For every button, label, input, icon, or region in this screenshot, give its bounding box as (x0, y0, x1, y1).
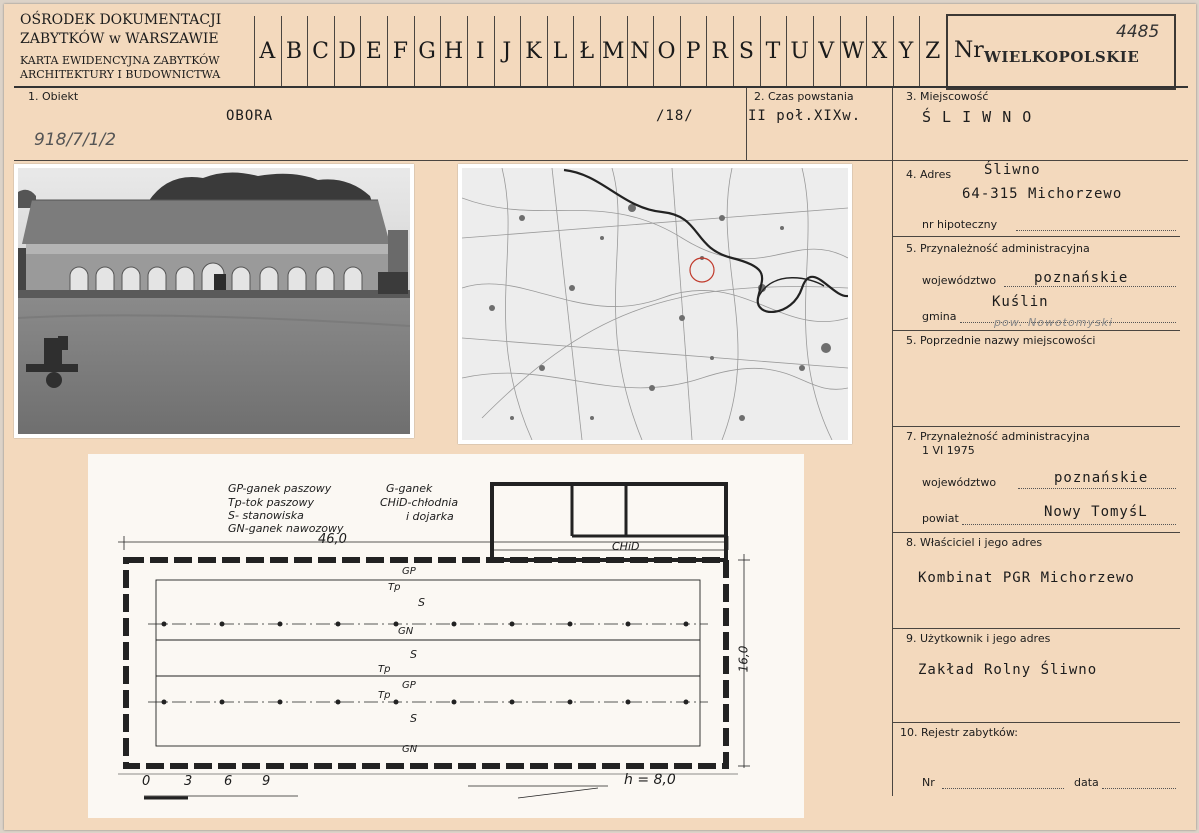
wojewodztwo-value: poznańskie (1034, 270, 1129, 286)
obiekt-label: 1. Obiekt (28, 90, 79, 103)
building-photo (14, 164, 414, 438)
letter-divider (573, 16, 574, 86)
province-stamp: WIELKOPOLSKIE (984, 48, 1140, 66)
wojewodztwo2-value: poznańskie (1054, 470, 1149, 486)
wojewodztwo-line (1004, 286, 1176, 287)
letter-divider (840, 16, 841, 86)
letter-cell-20: T (765, 38, 781, 64)
czas-label: 2. Czas powstania (754, 90, 854, 103)
letter-divider (547, 16, 548, 86)
letter-divider (254, 16, 255, 86)
tp-top-label: Tp (388, 582, 401, 593)
uzytkownik-value: Zakład Rolny Śliwno (918, 662, 1098, 678)
rejestr-nr-label: Nr (922, 776, 935, 789)
uzytkownik-label: 9. Użytkownik i jego adres (906, 632, 1051, 645)
gn-mid-label: GN (398, 626, 414, 637)
letter-divider (893, 16, 894, 86)
stanowiska-2-label: S (410, 648, 417, 661)
letter-cell-7: G (418, 38, 436, 64)
hipoteczny-line (1016, 230, 1176, 231)
letter-cell-16: O (657, 38, 676, 64)
letter-divider (786, 16, 787, 86)
miejscowosc-value: Ś L I W N O (922, 108, 1033, 126)
letter-divider (387, 16, 388, 86)
gp-low-label: GP (402, 680, 416, 691)
length-label: 46,0 (318, 532, 347, 547)
rejestr-data-label: data (1074, 776, 1099, 789)
letter-cell-10: J (502, 38, 512, 64)
catalog-handwritten: 918/7/1/2 (34, 130, 117, 150)
letter-cell-6: F (392, 38, 408, 64)
letter-divider (653, 16, 654, 86)
stanowiska-3-label: S (410, 712, 417, 725)
nr-label: Nr (954, 38, 984, 63)
przynaleznosc1975-date: 1 VI 1975 (922, 444, 975, 457)
letter-cell-3: C (312, 38, 329, 64)
scale-label: 3 (184, 774, 193, 789)
letter-divider (440, 16, 441, 86)
letter-cell-4: D (338, 38, 356, 64)
letter-cell-17: P (685, 38, 701, 64)
letter-divider (760, 16, 761, 86)
powiat-line (962, 524, 1176, 525)
letter-divider (360, 16, 361, 86)
org-line-2: ZABYTKÓW w WARSZAWIE (20, 31, 219, 47)
wojewodztwo2-label: województwo (922, 476, 997, 489)
powiat-label: powiat (922, 512, 959, 525)
letter-divider (414, 16, 415, 86)
letter-divider (813, 16, 814, 86)
miejscowosc-label: 3. Miejscowość (906, 90, 989, 103)
legend-gp: GP-ganek paszowy (228, 482, 332, 495)
rejestr-nr-line (942, 788, 1064, 789)
rule-1975 (892, 532, 1180, 533)
gmina-label: gmina (922, 310, 957, 323)
gp-top-label: GP (402, 566, 416, 577)
record-card (4, 4, 1196, 830)
letter-cell-22: V (818, 38, 835, 64)
legend-g: G-ganek (386, 482, 433, 495)
hipoteczny-label: nr hipoteczny (922, 218, 998, 231)
rule-poprzednie (892, 426, 1180, 427)
legend-tp: Tp-tok paszowy (228, 496, 315, 509)
legend-s: S- stanowiska (228, 509, 304, 522)
rule-adres (892, 236, 1180, 237)
right-column-divider (892, 88, 893, 796)
letter-divider (600, 16, 601, 86)
letter-cell-13: Ł (579, 38, 595, 64)
letter-cell-25: Y (898, 38, 914, 64)
wlasciciel-label: 8. Właściciel i jego adres (906, 536, 1043, 549)
header-bottom-rule (14, 86, 1188, 88)
letter-divider (627, 16, 628, 86)
gmina-handwritten: pow. Nowotomyski (994, 316, 1114, 329)
przynaleznosc-label: 5. Przynależność administracyjna (906, 242, 1090, 255)
barn-photo-image (18, 168, 410, 434)
obiekt-number: /18/ (656, 108, 694, 124)
letter-divider (706, 16, 707, 86)
letter-divider (307, 16, 308, 86)
legend-dojarka: i dojarka (406, 510, 454, 523)
tp-low-label: Tp (378, 690, 391, 701)
letter-cell-15: N (630, 38, 650, 64)
letter-cell-1: A (259, 38, 276, 64)
letter-cell-2: B (285, 38, 302, 64)
rule-uzytkownik (892, 722, 1180, 723)
letter-divider (467, 16, 468, 86)
scale-label: 6 (224, 774, 233, 789)
letter-cell-21: U (790, 38, 809, 64)
org-line-3: KARTA EWIDENCYJNA ZABYTKÓW (20, 54, 220, 67)
legend-gn: GN-ganek nawozowy (228, 522, 344, 535)
tp-mid-label: Tp (378, 664, 391, 675)
letter-cell-9: I (475, 38, 485, 64)
scale-label: 9 (262, 774, 271, 789)
letter-cell-5: E (365, 38, 382, 64)
letter-divider (334, 16, 335, 86)
org-line-4: ARCHITEKTURY I BUDOWNICTWA (20, 68, 221, 81)
letter-cell-11: K (525, 38, 542, 64)
letter-divider (281, 16, 282, 86)
letter-divider (733, 16, 734, 86)
letter-cell-23: W (841, 38, 865, 64)
handwritten-number: 4485 (1116, 22, 1160, 42)
gn-bottom-label: GN (402, 744, 418, 755)
floor-plan-drawing (88, 454, 804, 818)
row1-bottom-rule (14, 160, 1188, 161)
adres-line-2: 64-315 Michorzewo (962, 186, 1123, 202)
letter-divider (520, 16, 521, 86)
letter-divider (919, 16, 920, 86)
poprzednie-label: 5. Poprzednie nazwy miejscowości (906, 334, 1096, 347)
wlasciciel-value: Kombinat PGR Michorzewo (918, 570, 1135, 586)
map-image (462, 168, 848, 440)
annex-label: CHiD (612, 540, 640, 553)
rule-wlasciciel (892, 628, 1180, 629)
letter-cell-14: M (602, 38, 625, 64)
powiat-value: Nowy TomyśL (1044, 504, 1148, 520)
letter-divider (866, 16, 867, 86)
location-map (458, 164, 852, 444)
width-label: 16,0 (736, 645, 751, 673)
letter-cell-19: S (738, 38, 754, 64)
stanowiska-1-label: S (418, 596, 425, 609)
letter-cell-26: Z (925, 38, 941, 64)
rule-przynaleznosc (892, 330, 1180, 331)
rejestr-label: 10. Rejestr zabytków: (900, 726, 1018, 739)
legend-chid: CHiD-chłodnia (380, 496, 459, 509)
floor-plan-sheet (88, 454, 804, 818)
przynaleznosc1975-label: 7. Przynależność administracyjna (906, 430, 1090, 443)
rejestr-data-line (1102, 788, 1176, 789)
letter-divider (494, 16, 495, 86)
height-label: h = 8,0 (624, 772, 676, 788)
letter-divider (680, 16, 681, 86)
letter-cell-12: L (552, 38, 568, 64)
letter-cell-18: R (711, 38, 729, 64)
czas-value: II poł.XIXw. (748, 108, 862, 124)
gmina-value: Kuślin (992, 294, 1049, 310)
letter-cell-8: H (444, 38, 464, 64)
letter-cell-24: X (871, 38, 888, 64)
divider-czas (746, 88, 747, 160)
wojewodztwo2-line (1018, 488, 1176, 489)
scale-label: 0 (142, 774, 151, 789)
obiekt-value: OBORA (226, 108, 274, 124)
adres-line-1: Śliwno (984, 162, 1041, 178)
adres-label: 4. Adres (906, 168, 952, 181)
org-line-1: OŚRODEK DOKUMENTACJI (20, 12, 222, 28)
wojewodztwo-label: województwo (922, 274, 997, 287)
